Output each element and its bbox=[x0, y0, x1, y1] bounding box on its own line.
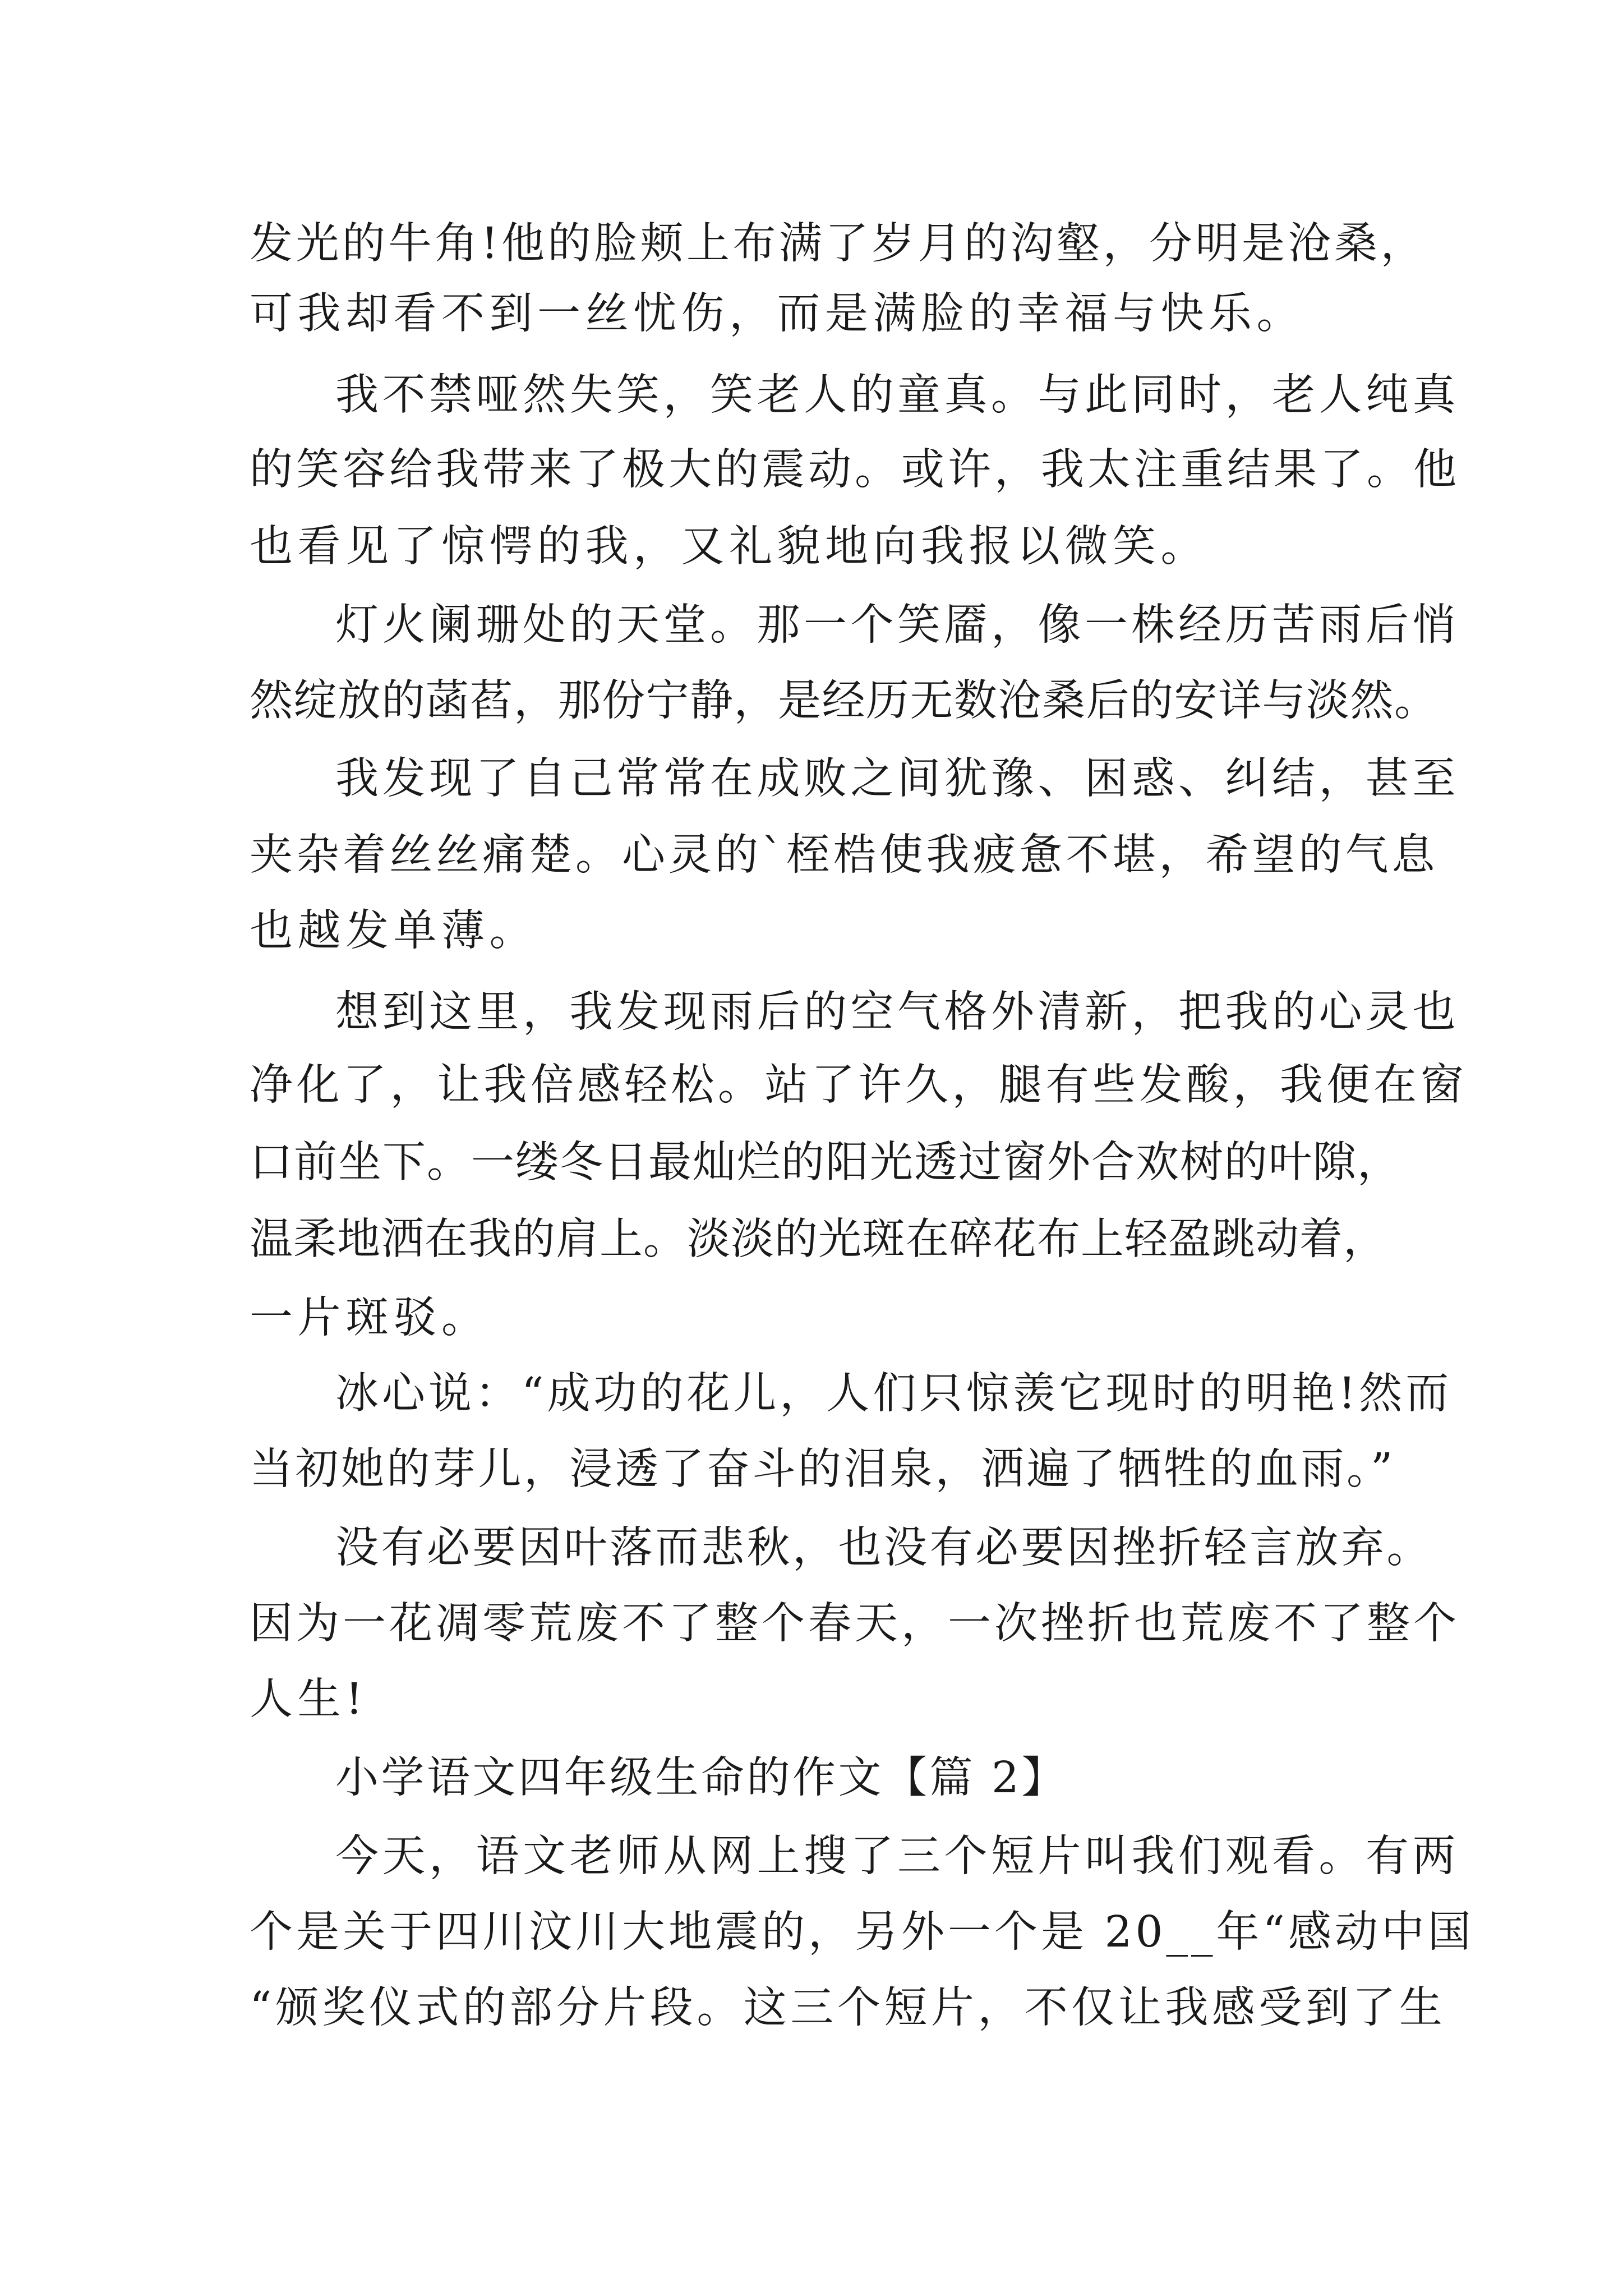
text-line: 因为一花凋零荒废不了整个春天，一次挫折也荒废不了整个 bbox=[250, 1599, 1460, 1649]
text-line: 一片斑驳。 bbox=[250, 1293, 490, 1343]
text-line: 今天，语文老师从网上搜了三个短片叫我们观看。有两 bbox=[335, 1832, 1459, 1881]
text-line: “颁奖仪式的部分片段。这三个短片，不仅让我感受到了生 bbox=[250, 1983, 1446, 2033]
text-line: 也越发单薄。 bbox=[250, 906, 537, 956]
section-heading: 小学语文四年级生命的作文【篇 2】 bbox=[335, 1753, 1067, 1803]
text-line: 也看见了惊愕的我，又礼貌地向我报以微笑。 bbox=[250, 522, 1209, 572]
text-line: 个是关于四川汶川大地震的，另外一个是 20__年“感动中国 bbox=[250, 1907, 1474, 1957]
text-line: 口前坐下。一缕冬日最灿烂的阳光透过窗外合欢树的叶隙， bbox=[250, 1138, 1401, 1188]
text-line: 可我却看不到一丝忧伤，而是满脸的幸福与快乐。 bbox=[250, 289, 1304, 339]
text-line: 净化了，让我倍感轻松。站了许久，腿有些发酸，我便在窗 bbox=[250, 1060, 1467, 1110]
text-line: 当初她的芽儿，浸透了奋斗的泪泉，洒遍了牺牲的血雨。” bbox=[250, 1444, 1395, 1494]
text-line: 温柔地洒在我的肩上。淡淡的光斑在碎花布上轻盈跳动着， bbox=[250, 1214, 1387, 1264]
text-line: 灯火阑珊处的天堂。那一个笑靥，像一株经历苦雨后悄 bbox=[335, 600, 1459, 650]
text-line: 冰心说：“成功的花儿，人们只惊羡它现时的明艳!然而 bbox=[335, 1369, 1453, 1419]
text-line: 我发现了自己常常在成败之间犹豫、困惑、纠结，甚至 bbox=[335, 754, 1459, 804]
text-line: 发光的牛角!他的脸颊上布满了岁月的沟壑，分明是沧桑， bbox=[250, 219, 1427, 269]
text-line: 我不禁哑然失笑，笑老人的童真。与此同时，老人纯真 bbox=[335, 370, 1459, 420]
text-line: 想到这里，我发现雨后的空气格外清新，把我的心灵也 bbox=[335, 987, 1459, 1037]
text-line: 的笑容给我带来了极大的震动。或许，我太注重结果了。他 bbox=[250, 445, 1460, 495]
text-line: 然绽放的菡萏，那份宁静，是经历无数沧桑后的安详与淡然。 bbox=[250, 676, 1438, 726]
text-line: 夹杂着丝丝痛楚。心灵的`桎梏使我疲惫不堪，希望的气息 bbox=[250, 830, 1438, 880]
text-line: 人生! bbox=[250, 1674, 368, 1724]
text-line: 没有必要因叶落而悲秋，也没有必要因挫折轻言放弃。 bbox=[335, 1523, 1432, 1573]
